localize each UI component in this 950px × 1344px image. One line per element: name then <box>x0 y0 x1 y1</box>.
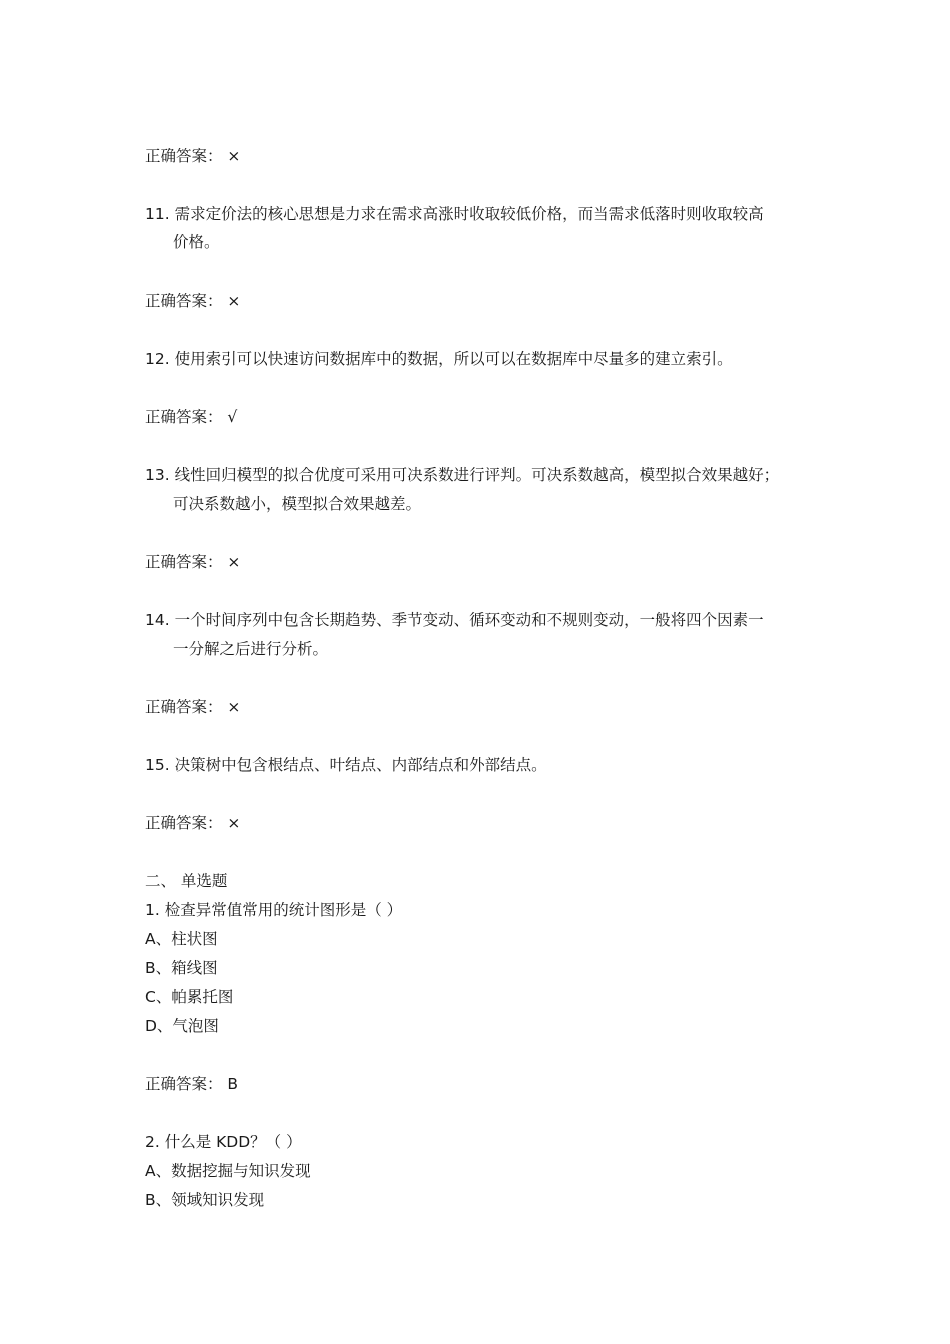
question-11-line-1: 11. 需求定价法的核心思想是力求在需求高涨时收取较低价格，而当需求低落时则收取较高 <box>145 205 764 223</box>
mc-question-2: 2. 什么是 KDD？（ ） <box>145 1133 302 1151</box>
mc-q1-option-a: A、柱状图 <box>145 930 218 948</box>
answer-12: 正确答案： √ <box>145 408 238 426</box>
mc-q1-option-b: B、箱线图 <box>145 959 218 977</box>
question-14-line-2: 一分解之后进行分析。 <box>173 640 329 658</box>
answer-prev: 正确答案： × <box>145 147 241 165</box>
answer-11: 正确答案： × <box>145 292 241 310</box>
mc-q2-option-b: B、领域知识发现 <box>145 1191 265 1209</box>
answer-13: 正确答案： × <box>145 553 241 571</box>
section-title-single-choice: 二、 单选题 <box>145 872 228 890</box>
mc-q1-option-c: C、帕累托图 <box>145 988 234 1006</box>
mc-q1-option-d: D、气泡图 <box>145 1017 219 1035</box>
question-11-line-2: 价格。 <box>173 233 220 251</box>
mc-q2-option-a: A、数据挖掘与知识发现 <box>145 1162 311 1180</box>
mc-q1-answer: 正确答案： B <box>145 1075 239 1093</box>
question-13-line-1: 13. 线性回归模型的拟合优度可采用可决系数进行评判。可决系数越高，模型拟合效果越好； <box>145 466 780 484</box>
answer-15: 正确答案： × <box>145 814 241 832</box>
question-13-line-2: 可决系数越小，模型拟合效果越差。 <box>173 495 422 513</box>
question-15-line-1: 15. 决策树中包含根结点、叶结点、内部结点和外部结点。 <box>145 756 547 774</box>
question-14-line-1: 14. 一个时间序列中包含长期趋势、季节变动、循环变动和不规则变动，一般将四个因素一 <box>145 611 764 629</box>
mc-question-1: 1. 检查异常值常用的统计图形是（ ） <box>145 901 403 919</box>
question-12-line-1: 12. 使用索引可以快速访问数据库中的数据，所以可以在数据库中尽量多的建立索引。 <box>145 350 733 368</box>
answer-14: 正确答案： × <box>145 698 241 716</box>
